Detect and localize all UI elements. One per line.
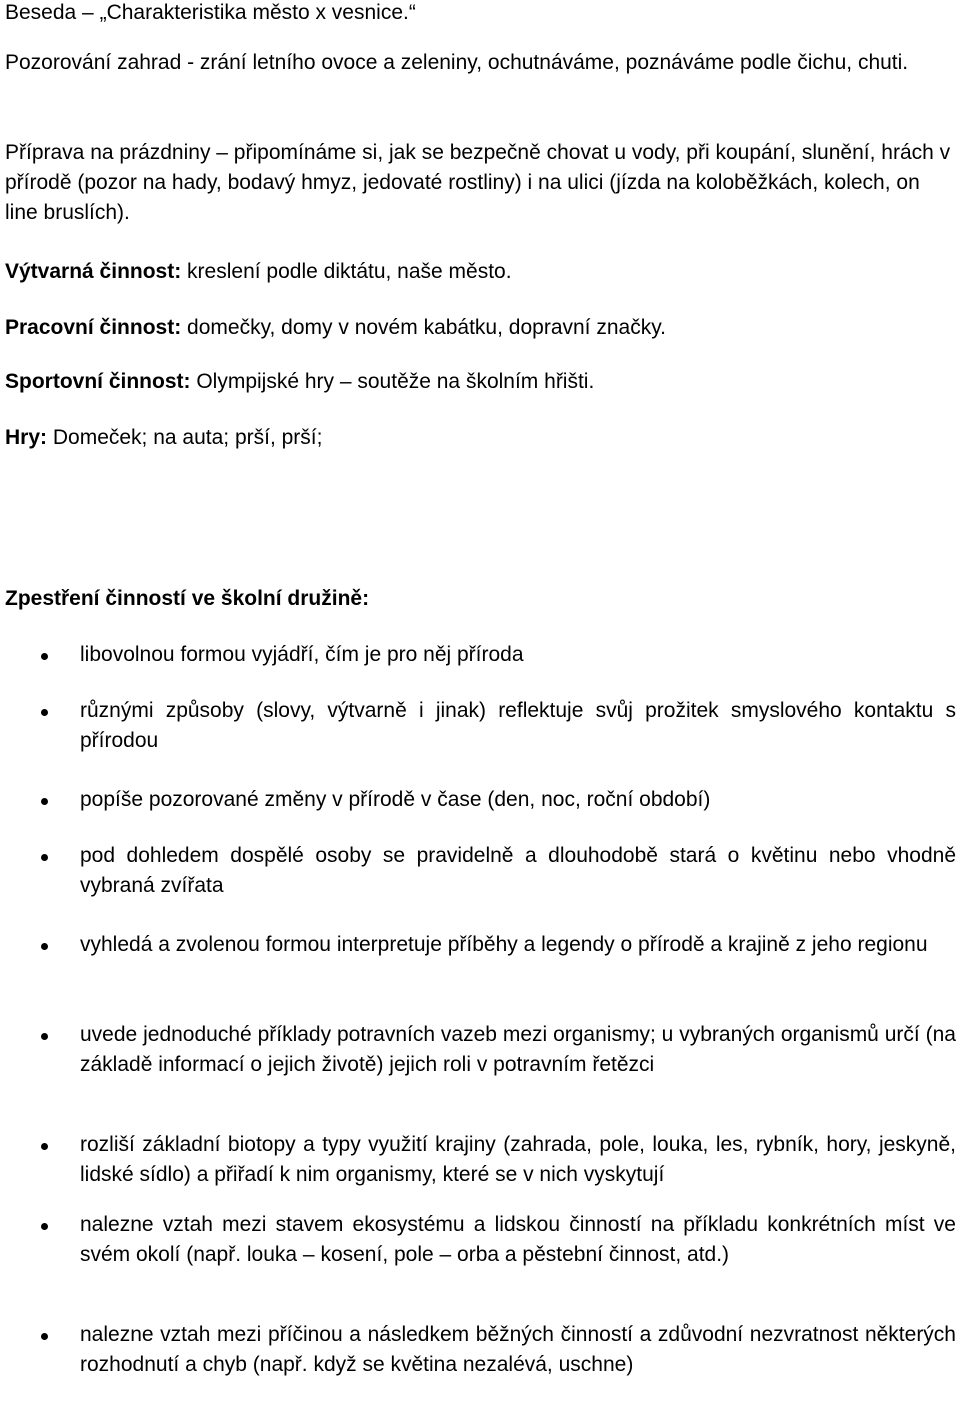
bullet-icon xyxy=(41,709,48,716)
list-item-text: uvede jednoduché příklady potravních vazeb mezi organismy; u vybraných organismů určí (na základě informací o jejich životě) jejich roli v potravním řetězci xyxy=(80,1023,956,1076)
activity-label: Pracovní činnost: xyxy=(5,316,182,339)
activity-games xyxy=(5,423,322,453)
list-item-text: nalezne vztah mezi stavem ekosystému a lidskou činností na příkladu konkrétních míst ve svém okolí (např. louka – kosení, pole – orba a pěstební činnost, atd.) xyxy=(80,1213,956,1266)
bullet-icon xyxy=(41,653,48,660)
activity-label: Hry: xyxy=(5,426,48,449)
bullet-icon xyxy=(41,1223,48,1230)
list-item-text: vyhledá a zvolenou formou interpretuje příběhy a legendy o přírodě a krajině z jeho regionu xyxy=(80,933,928,956)
bullet-icon xyxy=(41,1033,48,1040)
activity-art xyxy=(5,257,512,287)
activity-text: domečky, domy v novém kabátku, dopravní značky. xyxy=(181,316,666,339)
bullet-icon xyxy=(41,798,48,805)
activity-sport xyxy=(5,367,594,397)
bullet-icon xyxy=(41,1143,48,1150)
activity-label: Sportovní činnost: xyxy=(5,370,191,393)
bullet-icon xyxy=(41,1333,48,1340)
paragraph-holidays: Příprava na prázdniny – připomínáme si, jak se bezpečně chovat u vody, při koupání, slunění, hrách v přírodě (pozor na hady, bodavý hmyz, jedovaté rostliny) i na ulici (jízda na koloběžkách, kolech, on line bruslích). xyxy=(5,141,951,224)
activity-text: kreslení podle diktátu, naše město. xyxy=(181,260,512,283)
list-item-text: popíše pozorované změny v přírodě v čase (den, noc, roční období) xyxy=(80,788,711,811)
activity-text: Olympijské hry – soutěže na školním hřišti. xyxy=(190,370,595,393)
bullet-icon xyxy=(41,943,48,950)
list-item-text: nalezne vztah mezi příčinou a následkem běžných činností a zdůvodní nezvratnost některých rozhodnutí a chyb (např. když se květina nezalévá, uschne) xyxy=(80,1323,956,1376)
paragraph-garden: Pozorování zahrad - zrání letního ovoce a zeleniny, ochutnáváme, poznáváme podle čichu, chuti. xyxy=(5,51,909,74)
bullet-icon xyxy=(41,854,48,861)
section-title: Zpestření činností ve školní družině: xyxy=(5,587,370,610)
list-item-text: libovolnou formou vyjádří, čím je pro něj příroda xyxy=(80,643,524,666)
list-item-text: pod dohledem dospělé osoby se pravidelně a dlouhodobě stará o květinu nebo vhodně vybraná zvířata xyxy=(80,844,956,897)
activity-label: Výtvarná činnost: xyxy=(5,260,182,283)
list-item-text: různými způsoby (slovy, výtvarně i jinak) reflektuje svůj prožitek smyslového kontaktu s přírodou xyxy=(80,699,956,752)
activity-work xyxy=(5,313,666,343)
activity-text: Domeček; na auta; prší, prší; xyxy=(47,426,323,449)
topic-line: Beseda – „Charakteristika město x vesnice.“ xyxy=(5,1,416,24)
list-item-text: rozliší základní biotopy a typy využití krajiny (zahrada, pole, louka, les, rybník, hory, jeskyně, lidské sídlo) a přiřadí k nim organismy, které se v nich vyskytují xyxy=(80,1133,956,1186)
